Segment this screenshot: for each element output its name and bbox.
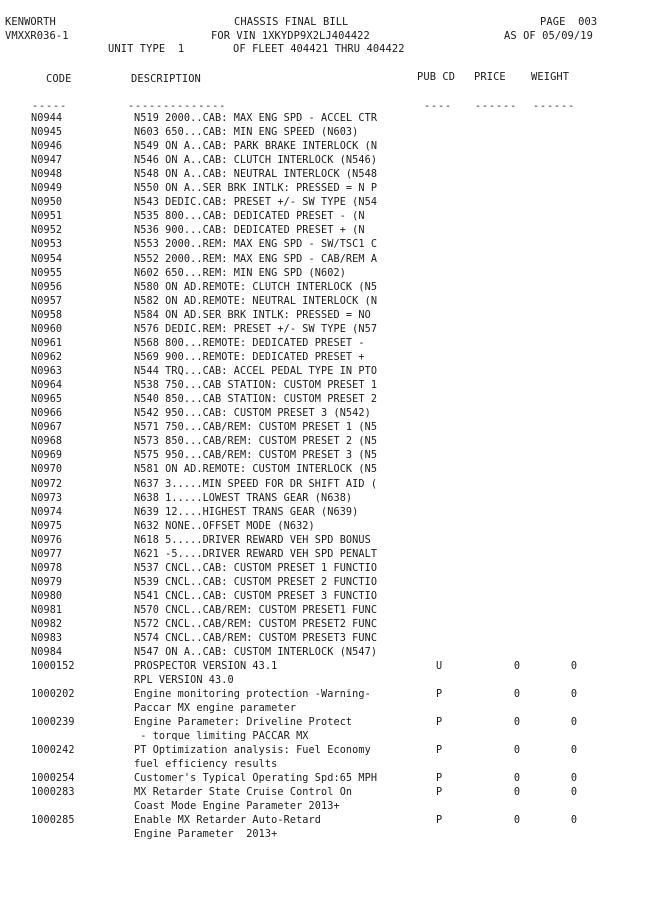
item-price: 0 [513, 773, 521, 784]
report-title: CHASSIS FINAL BILL [234, 16, 349, 28]
item-weight: 0 [570, 661, 578, 672]
row-description: N575 950...CAB/REM: CUSTOM PRESET 3 (N5 [134, 450, 378, 461]
row-description: N542 950...CAB: CUSTOM PRESET 3 (N542) [134, 408, 371, 419]
row-description: N535 800...CAB: DEDICATED PRESET - (N [134, 211, 365, 222]
item-weight: 0 [570, 787, 578, 798]
row-code: N0968 [31, 436, 63, 447]
item-pub-code: P [436, 745, 443, 756]
column-header-weight: WEIGHT [531, 71, 570, 83]
item-pub-code: P [436, 717, 443, 728]
item-code: 1000242 [31, 745, 75, 756]
row-description: N541 CNCL..CAB: CUSTOM PRESET 3 FUNCTIO [134, 591, 378, 602]
row-code: N0978 [31, 563, 63, 574]
item-weight: 0 [570, 689, 578, 700]
item-description: PROSPECTOR VERSION 43.1 [134, 661, 278, 672]
item-pub-code: P [436, 689, 443, 700]
row-description: N570 CNCL..CAB/REM: CUSTOM PRESET1 FUNC [134, 605, 378, 616]
item-pub-code: P [436, 773, 443, 784]
item-pub-code: U [436, 661, 443, 672]
row-code: N0962 [31, 352, 63, 363]
row-description: N537 CNCL..CAB: CUSTOM PRESET 1 FUNCTIO [134, 563, 378, 574]
row-description: N638 1.....LOWEST TRANS GEAR (N638) [134, 493, 353, 504]
row-description: N572 CNCL..CAB/REM: CUSTOM PRESET2 FUNC [134, 619, 378, 630]
item-description-continued: fuel efficiency results [134, 759, 278, 770]
row-description: N547 ON A..CAB: CUSTOM INTERLOCK (N547) [134, 647, 378, 658]
column-header-price: PRICE [474, 71, 506, 83]
row-description: N568 800...REMOTE: DEDICATED PRESET - [134, 338, 365, 349]
item-description-continued: Coast Mode Engine Parameter 2013+ [134, 801, 340, 812]
item-description-continued: Paccar MX engine parameter [134, 703, 297, 714]
row-description: N574 CNCL..CAB/REM: CUSTOM PRESET3 FUNC [134, 633, 378, 644]
item-description: PT Optimization analysis: Fuel Economy [134, 745, 371, 756]
row-description: N540 850...CAB STATION: CUSTOM PRESET 2 [134, 394, 378, 405]
row-description: N538 750...CAB STATION: CUSTOM PRESET 1 [134, 380, 378, 391]
row-code: N0984 [31, 647, 63, 658]
row-description: N552 2000..REM: MAX ENG SPD - CAB/REM A [134, 254, 378, 265]
row-code: N0953 [31, 239, 63, 250]
item-pub-code: P [436, 787, 443, 798]
row-code: N0952 [31, 225, 63, 236]
row-code: N0969 [31, 450, 63, 461]
row-description: N580 ON AD.REMOTE: CLUTCH INTERLOCK (N5 [134, 282, 378, 293]
item-description: Engine monitoring protection -Warning- [134, 689, 371, 700]
row-code: N0981 [31, 605, 63, 616]
row-description: N536 900...CAB: DEDICATED PRESET + (N [134, 225, 365, 236]
item-code: 1000202 [31, 689, 75, 700]
column-header-pub-cd: PUB CD [417, 71, 456, 83]
row-description: N637 3.....MIN SPEED FOR DR SHIFT AID ( [134, 479, 378, 490]
item-description: Engine Parameter: Driveline Protect [134, 717, 353, 728]
row-code: N0950 [31, 197, 63, 208]
row-code: N0965 [31, 394, 63, 405]
item-price: 0 [513, 717, 521, 728]
row-code: N0960 [31, 324, 63, 335]
item-code: 1000285 [31, 815, 75, 826]
row-description: N550 ON A..SER BRK INTLK: PRESSED = N P [134, 183, 378, 194]
as-of-date: AS OF 05/09/19 [504, 30, 593, 42]
row-code: N0982 [31, 619, 63, 630]
unit-type: UNIT TYPE 1 [108, 43, 185, 55]
row-description: N582 ON AD.REMOTE: NEUTRAL INTERLOCK (N [134, 296, 378, 307]
row-description: N639 12....HIGHEST TRANS GEAR (N639) [134, 507, 359, 518]
row-code: N0951 [31, 211, 63, 222]
item-description: Enable MX Retarder Auto-Retard [134, 815, 322, 826]
row-code: N0955 [31, 268, 63, 279]
company-name: KENWORTH [5, 16, 56, 28]
item-description: MX Retarder State Cruise Control On [134, 787, 353, 798]
separator-pub-cd: ---- [424, 101, 453, 112]
item-price: 0 [513, 745, 521, 756]
row-description: N584 ON AD.SER BRK INTLK: PRESSED = NO [134, 310, 371, 321]
item-code: 1000152 [31, 661, 75, 672]
item-code: 1000283 [31, 787, 75, 798]
row-code: N0975 [31, 521, 63, 532]
row-code: N0946 [31, 141, 63, 152]
row-description: N549 ON A..CAB: PARK BRAKE INTERLOCK (N [134, 141, 378, 152]
row-code: N0947 [31, 155, 63, 166]
report-id: VMXXR036-1 [5, 30, 69, 42]
row-description: N603 650...CAB: MIN ENG SPEED (N603) [134, 127, 359, 138]
separator-description: -------------- [128, 101, 227, 112]
item-code: 1000239 [31, 717, 75, 728]
row-description: N573 850...CAB/REM: CUSTOM PRESET 2 (N5 [134, 436, 378, 447]
row-code: N0954 [31, 254, 63, 265]
item-description: Customer's Typical Operating Spd:65 MPH [134, 773, 378, 784]
row-code: N0944 [31, 113, 63, 124]
fleet-range: OF FLEET 404421 THRU 404422 [233, 43, 405, 55]
item-description-continued: Engine Parameter 2013+ [134, 829, 278, 840]
row-code: N0970 [31, 464, 63, 475]
row-description: N621 -5....DRIVER REWARD VEH SPD PENALT [134, 549, 378, 560]
row-code: N0949 [31, 183, 63, 194]
row-code: N0980 [31, 591, 63, 602]
item-price: 0 [513, 661, 521, 672]
row-code: N0945 [31, 127, 63, 138]
row-code: N0966 [31, 408, 63, 419]
item-weight: 0 [570, 815, 578, 826]
row-description: N548 ON A..CAB: NEUTRAL INTERLOCK (N548 [134, 169, 378, 180]
row-code: N0957 [31, 296, 63, 307]
item-weight: 0 [570, 773, 578, 784]
row-description: N576 DEDIC.REM: PRESET +/- SW TYPE (N57 [134, 324, 378, 335]
row-description: N553 2000..REM: MAX ENG SPD - SW/TSC1 C [134, 239, 378, 250]
item-price: 0 [513, 689, 521, 700]
row-description: N519 2000..CAB: MAX ENG SPD - ACCEL CTR [134, 113, 378, 124]
row-code: N0973 [31, 493, 63, 504]
column-header-code: CODE [46, 73, 72, 85]
item-price: 0 [513, 787, 521, 798]
row-code: N0972 [31, 479, 63, 490]
separator-price: ------ [475, 101, 518, 112]
row-description: N546 ON A..CAB: CLUTCH INTERLOCK (N546) [134, 155, 378, 166]
row-code: N0976 [31, 535, 63, 546]
page-number: PAGE 003 [540, 16, 598, 28]
row-description: N544 TRQ...CAB: ACCEL PEDAL TYPE IN PTO [134, 366, 378, 377]
row-code: N0967 [31, 422, 63, 433]
item-description-continued: - torque limiting PACCAR MX [134, 731, 309, 742]
row-description: N569 900...REMOTE: DEDICATED PRESET + [134, 352, 365, 363]
item-description-continued: RPL VERSION 43.0 [134, 675, 234, 686]
item-pub-code: P [436, 815, 443, 826]
row-code: N0964 [31, 380, 63, 391]
row-code: N0979 [31, 577, 63, 588]
row-description: N632 NONE..OFFSET MODE (N632) [134, 521, 315, 532]
vin-line: FOR VIN 1XKYDP9X2LJ404422 [211, 30, 370, 42]
row-code: N0961 [31, 338, 63, 349]
row-code: N0983 [31, 633, 63, 644]
column-header-description: DESCRIPTION [131, 73, 201, 85]
row-code: N0974 [31, 507, 63, 518]
row-description: N581 ON AD.REMOTE: CUSTOM INTERLOCK (N5 [134, 464, 378, 475]
separator-weight: ------ [533, 101, 576, 112]
row-description: N602 650...REM: MIN ENG SPD (N602) [134, 268, 346, 279]
row-description: N618 5.....DRIVER REWARD VEH SPD BONUS [134, 535, 371, 546]
item-price: 0 [513, 815, 521, 826]
row-code: N0948 [31, 169, 63, 180]
separator-code: ----- [32, 101, 68, 112]
row-code: N0963 [31, 366, 63, 377]
row-description: N571 750...CAB/REM: CUSTOM PRESET 1 (N5 [134, 422, 378, 433]
row-code: N0956 [31, 282, 63, 293]
item-weight: 0 [570, 745, 578, 756]
row-description: N539 CNCL..CAB: CUSTOM PRESET 2 FUNCTIO [134, 577, 378, 588]
item-weight: 0 [570, 717, 578, 728]
row-code: N0977 [31, 549, 63, 560]
row-description: N543 DEDIC.CAB: PRESET +/- SW TYPE (N54 [134, 197, 378, 208]
item-code: 1000254 [31, 773, 75, 784]
row-code: N0958 [31, 310, 63, 321]
